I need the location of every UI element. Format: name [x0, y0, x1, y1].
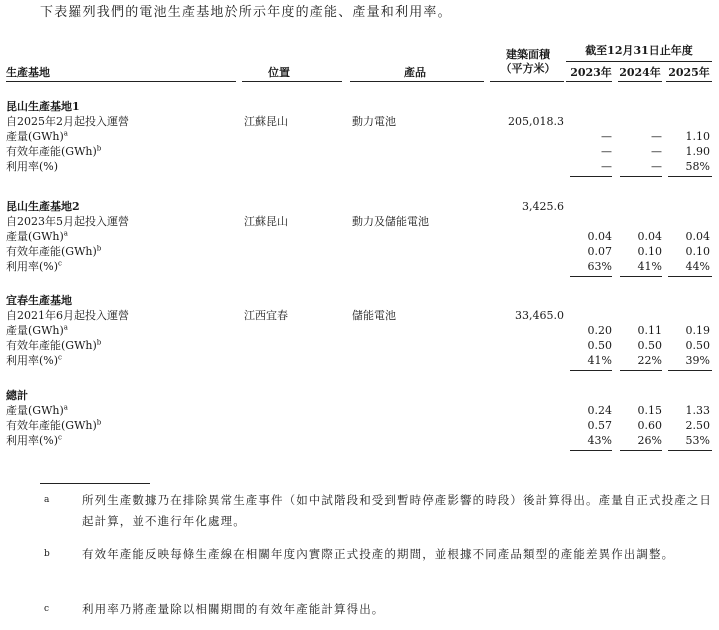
underline-2025	[668, 450, 712, 451]
cell-2025: 0.19	[685, 324, 710, 337]
underline-2025	[668, 276, 712, 277]
cell-2023: 41%	[587, 354, 612, 367]
cell-2023: 0.57	[587, 419, 612, 432]
footnote-marker: c	[44, 604, 50, 614]
underline-2025	[668, 370, 712, 371]
underline-2024	[620, 370, 662, 371]
header-rule-2024	[618, 81, 662, 82]
section-name: 昆山生產基地2	[6, 200, 80, 213]
cell-2023: 63%	[587, 260, 612, 273]
section-start: 自2023年5月起投入運營	[6, 215, 129, 228]
section-location: 江蘇昆山	[244, 115, 288, 128]
row-label-utilization: 利用率(%)$^c$	[6, 433, 62, 447]
header-area-line2: （平方米）	[500, 62, 556, 75]
row-label-output: 產量(GWh)$^a$	[6, 129, 68, 143]
cell-2025: 0.04	[685, 230, 710, 243]
underline-2023	[570, 450, 612, 451]
section-start: 自2025年2月起投入運營	[6, 115, 129, 128]
section-product: 動力及儲能電池	[352, 215, 429, 228]
footnote-text: 所列生產數據乃在排除異常生產事件（如中試階段和受到暫時停產影響的時段）後計算得出。產量自正式投產之日起計算，並不進行年化處理。	[82, 493, 712, 528]
cell-2023: 0.50	[587, 339, 612, 352]
intro-text: 下表羅列我們的電池生產基地於所示年度的產能、產量和利用率。	[40, 5, 452, 20]
section-name: 總計	[6, 389, 28, 402]
cell-2024: 0.04	[637, 230, 662, 243]
row-label-utilization: 利用率(%)$^c$	[6, 259, 62, 273]
row-label-utilization: 利用率(%)	[6, 160, 59, 173]
row-label-output: 產量(GWh)$^a$	[6, 323, 68, 337]
cell-2025: 39%	[685, 354, 710, 367]
footnote-text: 利用率乃將產量除以相關期間的有效年產能計算得出。	[82, 602, 385, 616]
cell-2023: 0.04	[587, 230, 612, 243]
cell-2023: —	[601, 160, 612, 173]
header-rule-2025	[666, 81, 712, 82]
cell-2025: 1.10	[685, 130, 710, 143]
header-year-2023: 2023年	[570, 66, 612, 79]
header-product: 產品	[404, 66, 426, 79]
row-label-capacity: 有效年產能(GWh)$^b$	[6, 244, 102, 258]
cell-2025: 0.10	[685, 245, 710, 258]
cell-2024: 0.60	[637, 419, 662, 432]
section-area: 3,425.6	[522, 200, 564, 213]
cell-2024: —	[651, 145, 662, 158]
cell-2024: 0.11	[637, 324, 662, 337]
cell-2025: 1.90	[685, 145, 710, 158]
header-rule-location	[242, 81, 342, 82]
header-location: 位置	[268, 66, 290, 79]
header-rule-area	[490, 81, 564, 82]
row-label-output: 產量(GWh)$^a$	[6, 403, 68, 417]
cell-2023: 0.24	[587, 404, 612, 417]
section-location: 江西宜春	[244, 309, 288, 322]
header-base: 生產基地	[6, 66, 50, 79]
cell-2024: 0.10	[637, 245, 662, 258]
section-product: 儲能電池	[352, 309, 396, 322]
header-area-line1: 建築面積	[506, 48, 550, 61]
footnote-text: 有效年產能反映每條生產線在相關年度內實際正式投產的期間，並根據不同產品類型的產能差異作出調整。	[82, 547, 675, 561]
header-year-2025: 2025年	[668, 66, 710, 79]
header-year-2024: 2024年	[619, 66, 661, 79]
header-year-group: 截至12月31日止年度	[585, 44, 693, 57]
cell-2024: —	[651, 130, 662, 143]
year-group-rule	[566, 61, 712, 62]
footnote-marker: a	[44, 495, 50, 505]
header-rule-2023	[566, 81, 612, 82]
section-name: 宜春生產基地	[6, 294, 72, 307]
row-label-utilization: 利用率(%)$^c$	[6, 353, 62, 367]
underline-2024	[620, 450, 662, 451]
row-label-output: 產量(GWh)$^a$	[6, 229, 68, 243]
row-label-capacity: 有效年產能(GWh)$^b$	[6, 418, 102, 432]
cell-2025: 0.50	[685, 339, 710, 352]
cell-2025: 2.50	[685, 419, 710, 432]
cell-2024: 0.50	[637, 339, 662, 352]
section-area: 205,018.3	[508, 115, 564, 128]
cell-2023: —	[601, 145, 612, 158]
cell-2024: —	[651, 160, 662, 173]
underline-2023	[570, 370, 612, 371]
cell-2025: 44%	[685, 260, 710, 273]
cell-2025: 58%	[685, 160, 710, 173]
cell-2023: 43%	[587, 434, 612, 447]
underline-2024	[620, 276, 662, 277]
cell-2024: 26%	[637, 434, 662, 447]
section-location: 江蘇昆山	[244, 215, 288, 228]
underline-2023	[570, 276, 612, 277]
cell-2025: 1.33	[685, 404, 710, 417]
cell-2023: —	[601, 130, 612, 143]
row-label-capacity: 有效年產能(GWh)$^b$	[6, 338, 102, 352]
cell-2023: 0.07	[587, 245, 612, 258]
header-rule-product	[350, 81, 484, 82]
footnote-rule	[40, 483, 150, 484]
underline-2025	[668, 176, 712, 177]
section-name: 昆山生產基地1	[6, 100, 80, 113]
cell-2023: 0.20	[587, 324, 612, 337]
cell-2024: 22%	[637, 354, 662, 367]
header-rule-base	[6, 81, 236, 82]
cell-2025: 53%	[685, 434, 710, 447]
cell-2024: 0.15	[637, 404, 662, 417]
underline-2023	[570, 176, 612, 177]
cell-2024: 41%	[637, 260, 662, 273]
row-label-capacity: 有效年產能(GWh)$^b$	[6, 144, 102, 158]
section-start: 自2021年6月起投入運營	[6, 309, 129, 322]
underline-2024	[620, 176, 662, 177]
footnote-marker: b	[44, 549, 50, 559]
section-area: 33,465.0	[515, 309, 564, 322]
section-product: 動力電池	[352, 115, 396, 128]
